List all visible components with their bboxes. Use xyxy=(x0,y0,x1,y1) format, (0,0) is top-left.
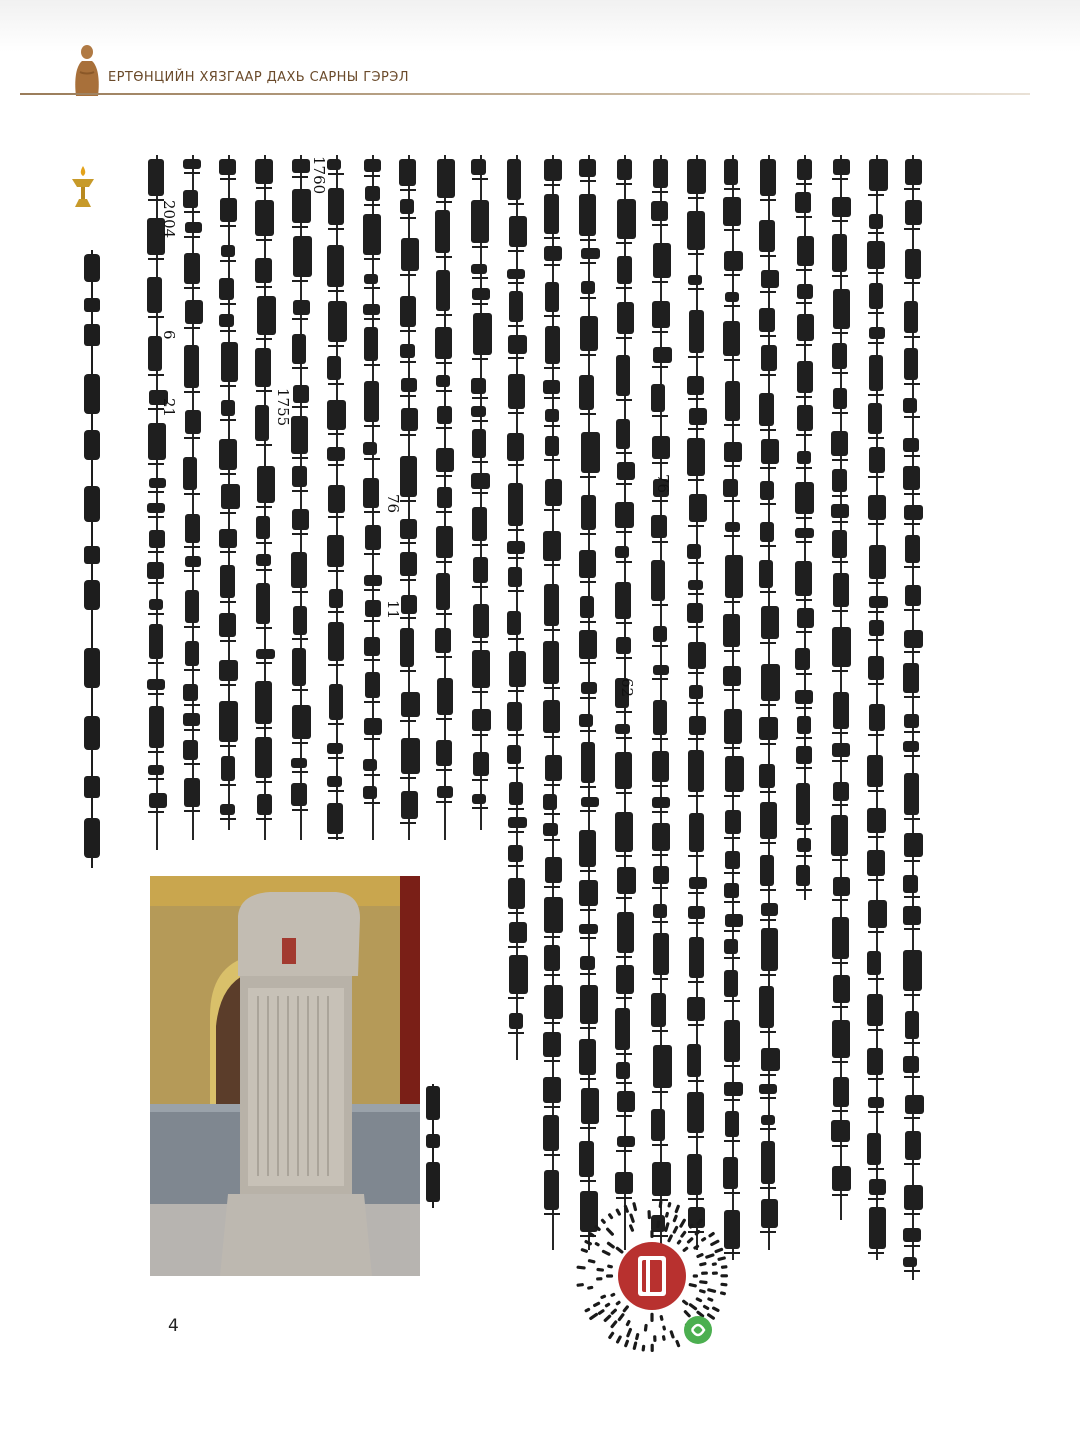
text-column xyxy=(588,155,590,1250)
text-column xyxy=(192,155,194,840)
numeral-76-a: 76 xyxy=(654,474,672,494)
header-rule xyxy=(20,93,1030,95)
text-column xyxy=(264,155,266,840)
text-column xyxy=(912,155,914,1280)
text-column xyxy=(732,155,734,1260)
numeral-1755: 1755 xyxy=(274,388,292,427)
text-column xyxy=(408,155,410,840)
page-header xyxy=(0,0,1080,110)
mini-program-badge-icon xyxy=(684,1316,712,1344)
numeral-21: 21 xyxy=(160,398,178,418)
text-column xyxy=(336,155,338,840)
header-background xyxy=(0,0,1080,52)
mini-program-qr-code[interactable] xyxy=(572,1196,732,1356)
header-title: ЕРТӨНЦИЙН ХЯЗГААР ДАХЬ САРНЫ ГЭРЭЛ xyxy=(108,70,409,85)
butter-lamp-icon xyxy=(70,165,96,209)
text-column xyxy=(624,155,626,1250)
text-column xyxy=(228,155,230,830)
text-column xyxy=(696,155,698,1250)
text-column xyxy=(300,155,302,840)
numeral-62: 62 xyxy=(618,678,636,698)
monk-statue-logo-icon xyxy=(70,44,104,96)
text-column xyxy=(660,155,662,1250)
numeral-11: 11 xyxy=(384,600,402,620)
text-column xyxy=(480,155,482,830)
photo-caption-mongolian-script xyxy=(422,1082,444,1210)
text-column xyxy=(156,155,158,850)
numeral-76-b: 76 xyxy=(384,494,402,514)
text-column xyxy=(876,155,878,1260)
numeral-1760: 1760 xyxy=(310,156,328,195)
text-column xyxy=(516,155,518,1060)
text-column xyxy=(552,155,554,1250)
page-number: 4 xyxy=(168,1316,179,1336)
text-column xyxy=(804,155,806,900)
numeral-2004: 2004 xyxy=(160,200,178,239)
text-column xyxy=(768,155,770,1250)
book-title-mongolian-script xyxy=(74,246,110,876)
text-column xyxy=(444,155,446,840)
text-column xyxy=(840,155,842,1220)
numeral-6: 6 xyxy=(160,330,178,340)
text-column xyxy=(372,155,374,840)
stone-stele-photo xyxy=(150,876,420,1276)
